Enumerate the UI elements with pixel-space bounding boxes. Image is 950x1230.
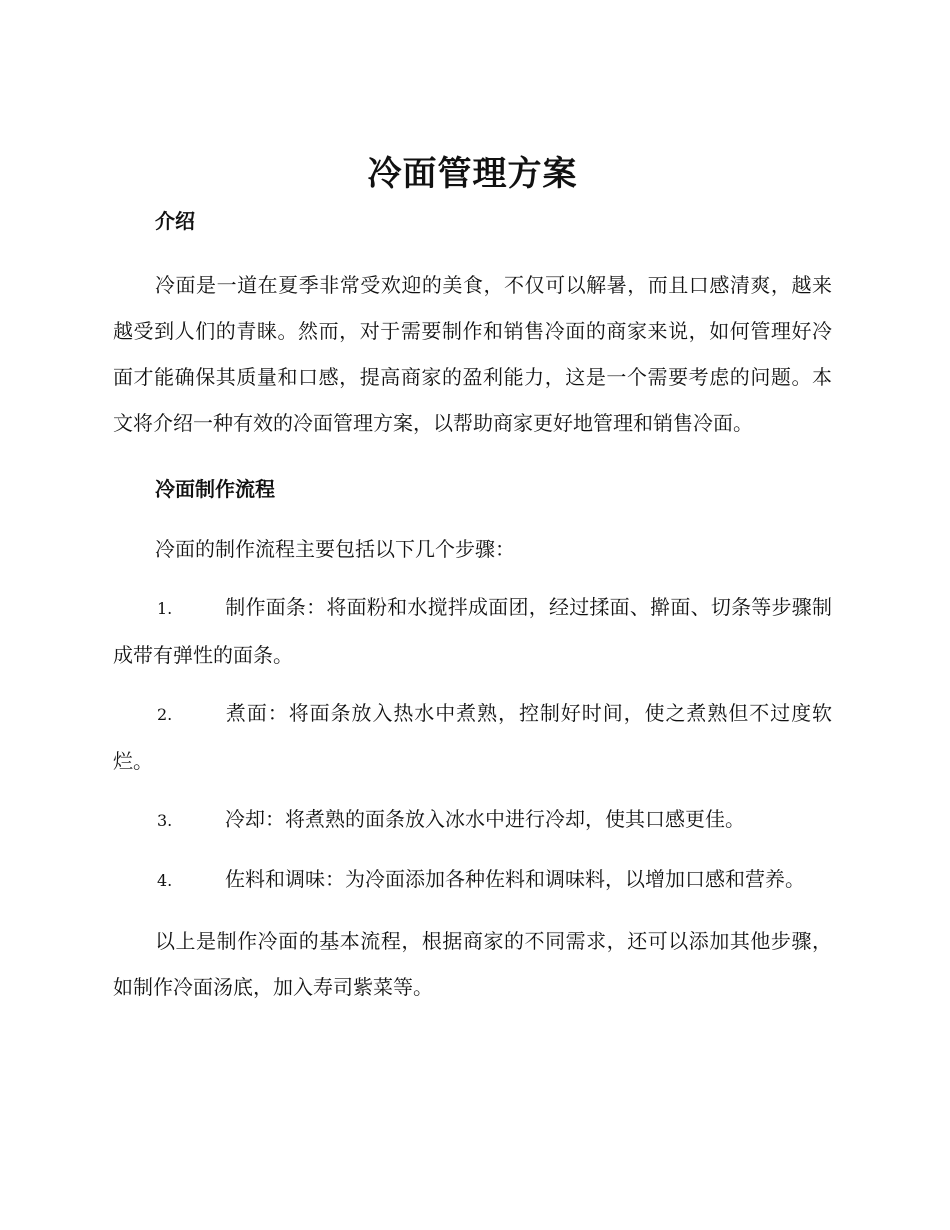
steps-intro-paragraph: 冷面的制作流程主要包括以下几个步骤：: [155, 537, 515, 561]
document-title: 冷面管理方案: [367, 154, 578, 194]
list-item-number: 1.: [157, 599, 173, 618]
section-heading-intro: 介绍: [155, 209, 195, 233]
list-item: [113, 584, 832, 678]
list-item-number: 2.: [157, 705, 173, 724]
steps-list: [113, 584, 832, 904]
list-item-text: 制作面条：将面粉和水搅拌成面团，经过揉面、擀面、切条等步骤制成带有弹性的面条。: [113, 595, 832, 667]
list-item: [113, 796, 832, 844]
list-item-text: 佐料和调味：为冷面添加各种佐料和调味料，以增加口感和营养。: [225, 867, 805, 891]
list-item-number: 4.: [157, 871, 173, 890]
list-item: [113, 856, 832, 904]
section-heading-process: 冷面制作流程: [155, 477, 275, 501]
closing-paragraph: 以上是制作冷面的基本流程，根据商家的不同需求，还可以添加其他步骤，如制作冷面汤底，加入寿司紫菜等。: [113, 929, 832, 999]
intro-paragraph: 冷面是一道在夏季非常受欢迎的美食，不仅可以解暑，而且口感清爽，越来越受到人们的青睐。然而，对于需要制作和销售冷面的商家来说，如何管理好冷面才能确保其质量和口感，提高商家的盈利能力，这是一个需要考虑的问题。本文将介绍一种有效的冷面管理方案，以帮助商家更好地管理和销售冷面。: [113, 273, 832, 435]
list-item-number: 3.: [157, 811, 173, 830]
list-item: [113, 690, 832, 784]
list-item-text: 煮面：将面条放入热水中煮熟，控制好时间，使之煮熟但不过度软烂。: [113, 701, 832, 773]
list-item-text: 冷却：将煮熟的面条放入冰水中进行冷却，使其口感更佳。: [225, 807, 745, 831]
